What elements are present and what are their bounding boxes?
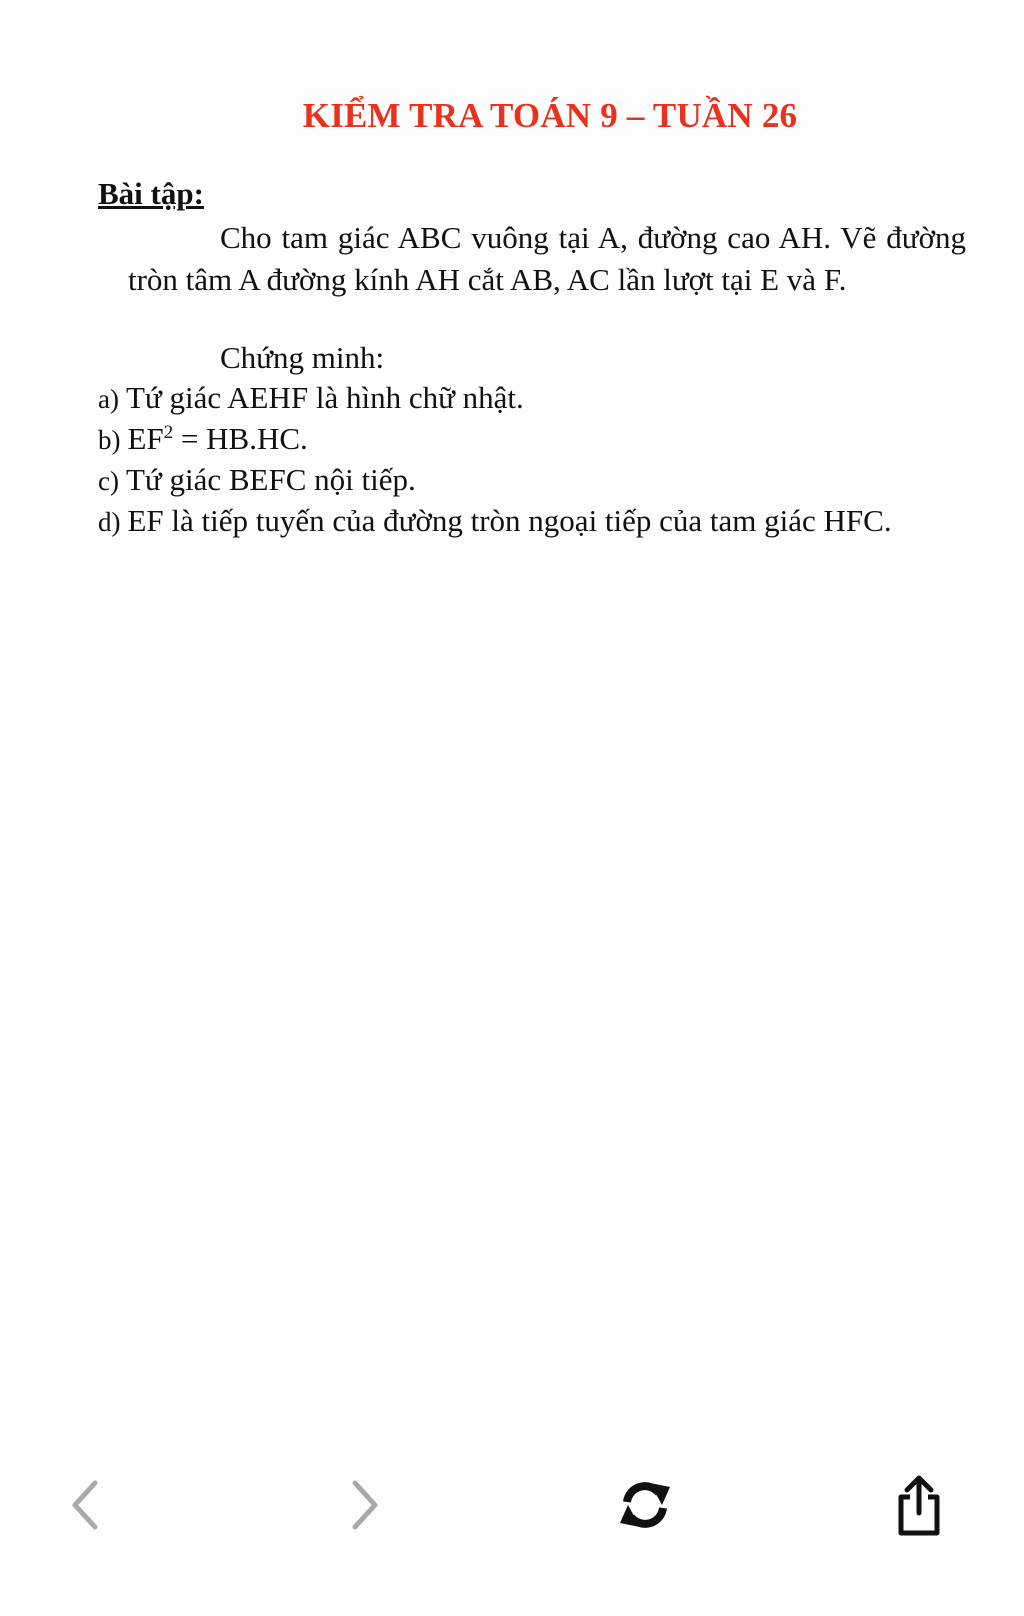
task-marker: a) (98, 384, 119, 414)
task-marker: b) (98, 425, 121, 455)
task-marker: c) (98, 466, 119, 496)
prove-label: Chứng minh: (220, 340, 385, 375)
task-text-after: = HB.HC. (173, 421, 308, 456)
section-heading: Bài tập: (98, 176, 204, 211)
forward-button[interactable] (330, 1470, 400, 1540)
page-title: KIỂM TRA TOÁN 9 – TUẦN 26 (302, 96, 798, 135)
task-text: Tứ giác BEFC nội tiếp. (125, 462, 416, 497)
back-button[interactable] (50, 1470, 120, 1540)
task-marker: d) (98, 507, 121, 537)
share-icon (894, 1473, 944, 1537)
refresh-icon (615, 1475, 675, 1535)
share-button[interactable] (884, 1470, 954, 1540)
refresh-button[interactable] (610, 1470, 680, 1540)
task-text-before: EF (127, 421, 164, 456)
task-text: EF là tiếp tuyến của đường tròn ngoại tiếp của tam giác HFC. (127, 503, 892, 538)
task-d (98, 500, 958, 543)
chevron-right-icon (345, 1479, 385, 1531)
bottom-toolbar (0, 1470, 1024, 1550)
task-superscript: 2 (163, 422, 174, 443)
task-a (98, 377, 524, 420)
task-b (98, 418, 308, 461)
problem-statement: Cho tam giác ABC vuông tại A, đường cao AH. Vẽ đường tròn tâm A đường kính AH cắt AB, AC lần lượt tại E và F. (128, 220, 966, 297)
task-text: Tứ giác AEHF là hình chữ nhật. (125, 380, 524, 415)
chevron-left-icon (65, 1479, 105, 1531)
task-c (98, 459, 416, 502)
